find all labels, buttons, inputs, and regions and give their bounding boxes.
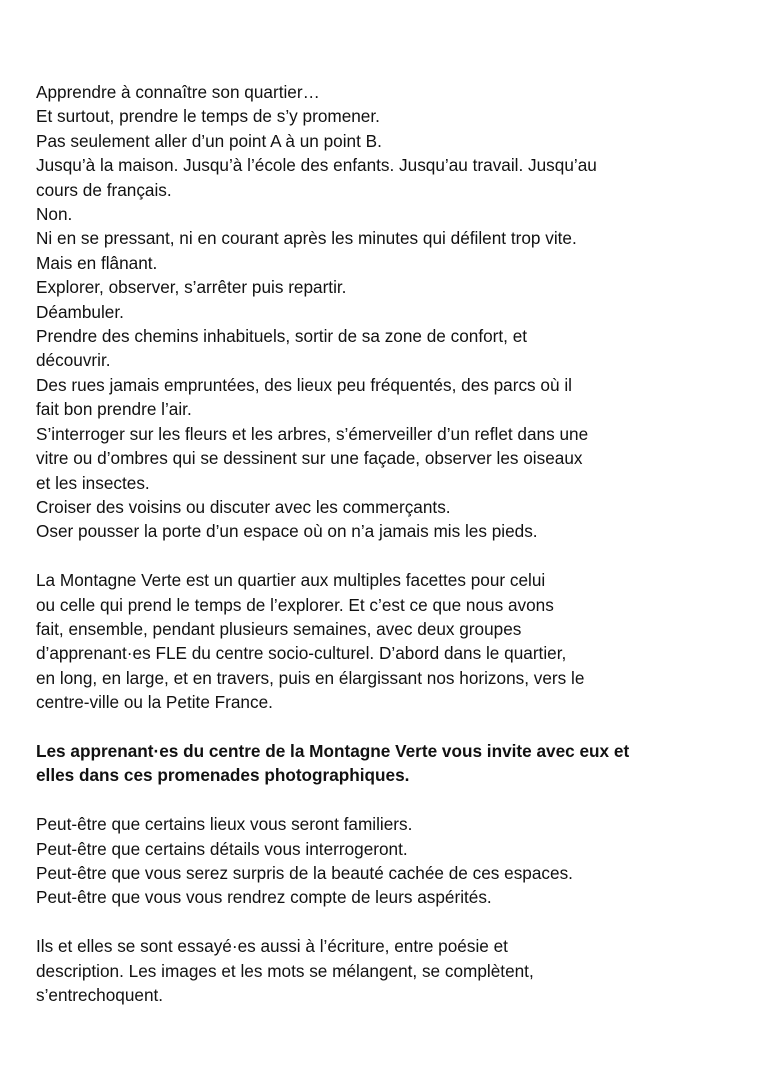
text-line: Mais en flânant. [36,252,158,273]
invitation-paragraph [36,739,736,788]
paragraph-spacer [36,715,736,739]
text-line: cours de français. [36,179,172,200]
text-line: La Montagne Verte est un quartier aux multiples facettes pour celui [36,570,546,591]
text-line: découvrir. [36,350,111,371]
text-line: Pas seulement aller d’un point A à un point B. [36,130,382,151]
text-line: Et surtout, prendre le temps de s’y promener. [36,106,380,127]
text-line: Déambuler. [36,301,124,322]
text-line: ou celle qui prend le temps de l’explorer. Et c’est ce que nous avons [36,594,554,615]
text-line: fait, ensemble, pendant plusieurs semaines, avec deux groupes [36,618,522,639]
text-line: fait bon prendre l’air. [36,399,192,420]
text-line: et les insectes. [36,472,150,493]
paragraph-spacer [36,910,736,934]
text-line: elles dans ces promenades photographiques. [36,765,410,786]
text-line: en long, en large, et en travers, puis en élargissant nos horizons, vers le [36,667,585,688]
perhaps-paragraph [36,812,736,910]
intro-paragraph [36,80,736,544]
text-line: Peut-être que certains lieux vous seront familiers. [36,814,413,835]
text-line: Peut-être que vous vous rendrez compte de leurs aspérités. [36,887,492,908]
text-line: Explorer, observer, s’arrêter puis repartir. [36,277,347,298]
text-line: description. Les images et les mots se mélangent, se complètent, [36,960,534,981]
text-line: Des rues jamais empruntées, des lieux peu fréquentés, des parcs où il [36,374,572,395]
text-line: Oser pousser la porte d’un espace où on n’a jamais mis les pieds. [36,521,538,542]
document-page [36,80,736,1007]
text-line: d’apprenant·es FLE du centre socio-culturel. D’abord dans le quartier, [36,643,567,664]
text-line: Croiser des voisins ou discuter avec les commerçants. [36,496,451,517]
text-line: Ni en se pressant, ni en courant après les minutes qui défilent trop vite. [36,228,577,249]
text-line: Prendre des chemins inhabituels, sortir de sa zone de confort, et [36,326,528,347]
context-paragraph [36,568,736,714]
text-line: centre-ville ou la Petite France. [36,692,273,713]
paragraph-spacer [36,544,736,568]
text-line: s’entrechoquent. [36,984,164,1005]
closing-paragraph [36,934,736,1007]
text-line: Les apprenant·es du centre de la Montagne Verte vous invite avec eux et [36,740,630,761]
text-line: Jusqu’à la maison. Jusqu’à l’école des enfants. Jusqu’au travail. Jusqu’au [36,155,597,176]
text-line: vitre ou d’ombres qui se dessinent sur une façade, observer les oiseaux [36,448,583,469]
text-line: Peut-être que vous serez surpris de la beauté cachée de ces espaces. [36,862,573,883]
text-line: Non. [36,204,73,225]
text-line: S’interroger sur les fleurs et les arbres, s’émerveiller d’un reflet dans une [36,423,589,444]
paragraph-spacer [36,788,736,812]
text-line: Ils et elles se sont essayé·es aussi à l’écriture, entre poésie et [36,936,508,957]
text-line: Peut-être que certains détails vous interrogeront. [36,838,408,859]
text-line: Apprendre à connaître son quartier… [36,82,320,102]
